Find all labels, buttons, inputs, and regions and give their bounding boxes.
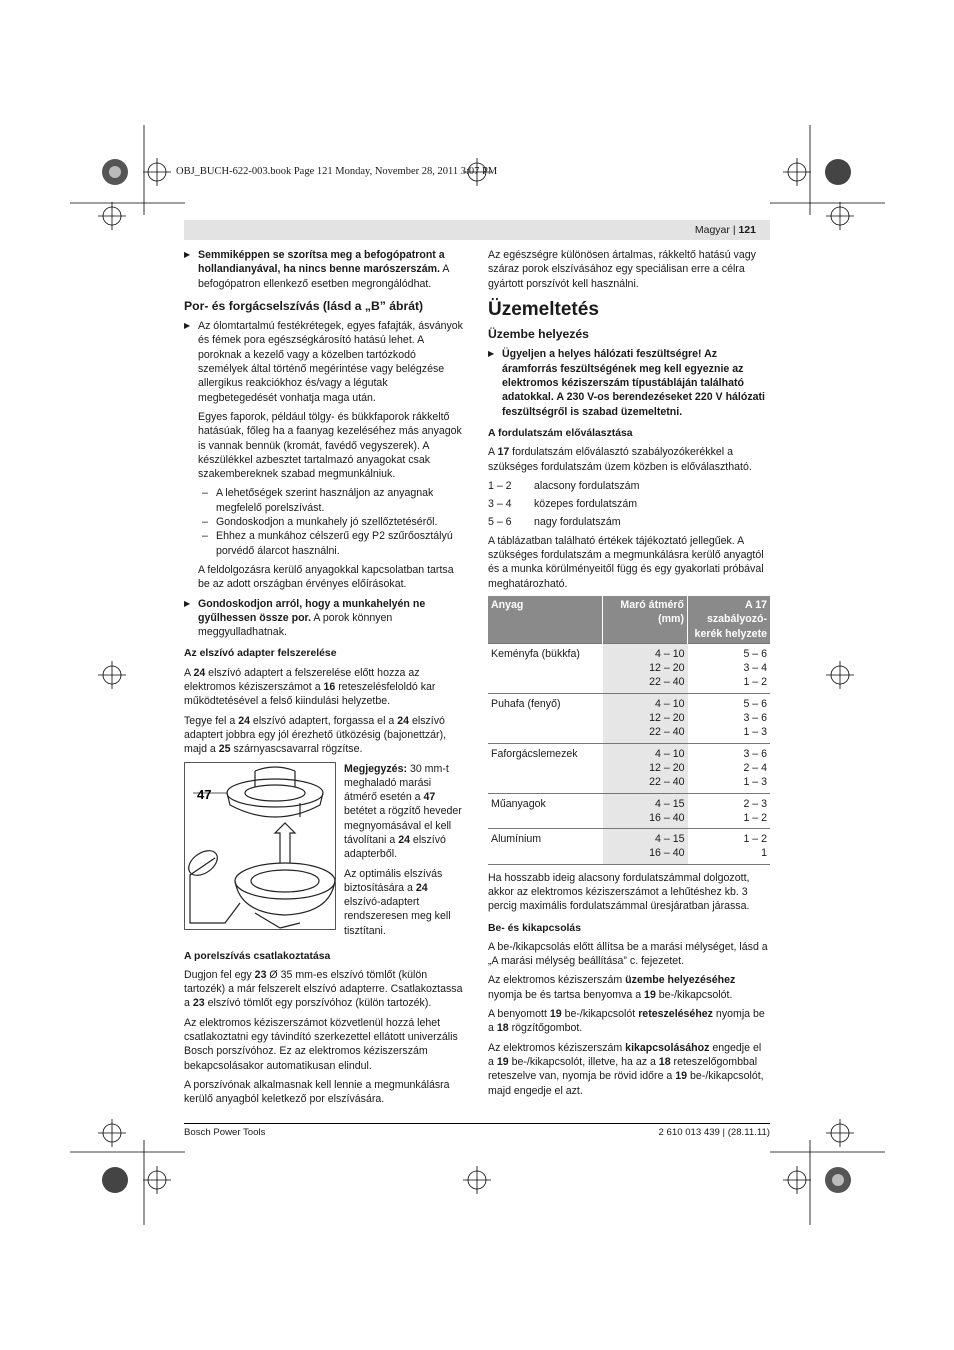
dust-dash-1: – A lehetőségek szerint használjon az anyagnak megfelelő porelszívást.: [184, 486, 466, 515]
header-separator: |: [732, 224, 736, 236]
adapter-figure-block: [184, 762, 466, 942]
dust-warning-para: Egyes faporok, például tölgy- és bükkfaporok rákkeltő hatásúak, főleg ha a faanyag kezeléséhez más anyagok is vannak bennük (kromát, favédő vegyszerek). A készülékkel azbesztet tartalmazó anyagokat csak szakembereknek szabad megmunkálniuk.: [198, 410, 462, 481]
figure-label-47: 47: [197, 786, 212, 802]
table-row: Alumínium 4 – 15 16 – 40 1 – 2 1: [488, 829, 770, 865]
col-position: A 17 szabályozó-kerék helyzete: [688, 596, 771, 643]
onoff-para-2: Az elektromos kéziszerszám üzembe helyezéséhez nyomja be és tartsa benyomva a 19 be-/kikapcsolót.: [488, 974, 736, 1001]
page-header: [695, 224, 756, 236]
cooling-para: Ha hosszabb ideig alacsony fordulatszámmal dolgozott, akkor az elektromos kéziszerszámot a lehűtéshez kb. 3 percig maximális fordulatszámmal üresjáratban járassa.: [488, 871, 750, 913]
safety-bullet-1: ▶ Semmiképpen se szorítsa meg a befogópatront a hollandianyával, ha nincs benne marószerszám. A befogópatron ellenkező esetben megrongálódhat.: [184, 248, 466, 291]
dust-dash-3: – Ehhez a munkához célszerű egy P2 szűrőosztályú porvédő álarcot használni.: [184, 529, 466, 558]
print-header: OBJ_BUCH-622-003.book Page 121 Monday, November 28, 2011 3:07 PM: [176, 166, 498, 177]
footer-docnumber: 2 610 013 439 | (28.11.11): [658, 1127, 770, 1138]
extraction-connect-title: A porelszívás csatlakoztatása: [184, 950, 331, 962]
startup-title: Üzembe helyezés: [488, 327, 589, 342]
operation-title: Üzemeltetés: [488, 298, 599, 320]
extraction-para-3: A porszívónak alkalmasnak kell lennie a megmunkálásra kerülő anyagból keletkező por elszívására.: [184, 1078, 450, 1106]
dust-ignition-bullet: ▶ Gondoskodjon arról, hogy a munkahelyén ne gyűlhessen össze por. A porok könnyen meggyulladhatnak.: [184, 597, 466, 640]
dust-extraction-title: Por- és forgácselszívás (lásd a „B” ábrát): [184, 298, 424, 313]
table-header-row: [488, 596, 770, 643]
table-row: Faforgácslemezek 4 – 10 12 – 20 22 – 40 3 – 6 2 – 4 1 – 3: [488, 743, 770, 793]
speed-table: [488, 596, 770, 865]
header-band: [184, 220, 770, 240]
adapter-mount-title: Az elszívó adapter felszerelése: [184, 648, 337, 660]
extraction-para-2: Az elektromos kéziszerszámot közvetlenül hozzá lehet csatlakoztatni egy távindító szerkezettel ellátott univerzális Bosch porszívóhoz. Ez az elektromos kéziszerszám bekapcsolásakor automatikusan elindul.: [184, 1016, 458, 1072]
onoff-para-3: A benyomott 19 be-/kikapcsolót reteszeléséhez nyomja be a 18 rögzítőgombot.: [488, 1008, 765, 1035]
footer-brand: Bosch Power Tools: [184, 1127, 266, 1138]
dust-dash-2: – Gondoskodjon a munkahely jó szellőztetéséről.: [184, 515, 466, 529]
onoff-para-4: Az elektromos kéziszerszám kikapcsolásához engedje el a 19 be-/kikapcsolót, illetve, ha az a 18 reteszelőgombbal reteszelve van, nyomja be rövid időre a 19 be-/kikapcsolót, majd engedje el azt.: [488, 1041, 764, 1097]
col-diameter: Maró átmérő (mm): [603, 596, 688, 643]
onoff-para-1: A be-/kikapcsolás előtt állítsa be a marási mélységet, lásd a „A marási mélység beállítása” c. fejezetet.: [488, 940, 768, 968]
table-row: Puhafa (fenyő) 4 – 10 12 – 20 22 – 40 5 – 6 3 – 6 1 – 3: [488, 693, 770, 743]
onoff-title: Be- és kikapcsolás: [488, 922, 581, 934]
header-language: Magyar: [694, 224, 730, 236]
col-material: Anyag: [488, 596, 603, 643]
table-row: Műanyagok 4 – 15 16 – 40 2 – 3 1 – 2: [488, 793, 770, 829]
adapter-para-1: A 24 elszívó adaptert a felszerelése előtt hozza az elektromos kéziszerszámot a 16 reteszelésfeloldó kar működtetésével a felső kiindulási helyzetbe.: [184, 666, 436, 708]
adapter-para-2: Tegye fel a 24 elszívó adaptert, forgassa el a 24 elszívó adaptert jobbra egy jól érezhető ütközésig (bajonettzár), majd a 25 szárnyascsavarral rögzítse.: [184, 714, 447, 756]
speed-level-3: 5 – 6 nagy fordulatszám: [488, 516, 621, 529]
speed-preselection-title: A fordulatszám előválasztása: [488, 427, 633, 439]
right-column: [488, 248, 770, 1103]
left-column: [184, 248, 466, 1111]
footer-rule: [184, 1123, 770, 1124]
table-intro: A táblázatban található értékek tájékoztató jellegűek. A szükséges fordulatszám a megmunkálásra kerülő anyagtól és a munka körülményeitől függ és egy gyakorlati próbával meghatározható.: [488, 534, 764, 590]
vacuum-para: Az egészségre különösen ártalmas, rákkeltő hatású vagy száraz porok elszívásához egy speciálisan erre a célra gyártott porszívót kell használni.: [488, 249, 756, 290]
speed-level-1: 1 – 2 alacsony fordulatszám: [488, 479, 640, 492]
page-number: 121: [738, 224, 756, 236]
suction-adapter-illustration: [185, 763, 335, 929]
extraction-para-1: Dugjon fel egy 23 Ø 35 mm-es elszívó tömlőt (külön tartozék) a már felszerelt elszívó adapterre. Csatlakoztassa a 23 elszívó tömlőt egy porszívóhoz (külön tartozék).: [184, 968, 463, 1010]
dust-warning-bullet: ▶ Az ólomtartalmú festékrétegek, egyes fafajták, ásványok és fémek pora egészségkárosító hatású lehet. A poroknak a kezelő vagy a közelben tartózkodó személyek által történő megérintése vagy belégzése allergikus reakciókhoz és/vagy a légutak megbetegedését vonhatja maga után.: [184, 319, 466, 405]
adapter-note: Megjegyzés: 30 mm-t meghaladó marási átmérő esetén a 47 betétet a rögzítő heveder megnyomásával el kell távolítani a 24 elszívó adapterből. Az optimális elszívás biztosítására a 24 elszívó-adaptert rendszeresen meg kell tisztítani.: [344, 762, 462, 937]
table-row: Keményfa (bükkfa) 4 – 10 12 – 20 22 – 40 5 – 6 3 – 4 1 – 2: [488, 643, 770, 693]
dust-regulations-para: A feldolgozásra kerülő anyagokkal kapcsolatban tartsa be az adott országban érvényes előírásokat.: [198, 563, 454, 591]
speed-level-2: 3 – 4 közepes fordulatszám: [488, 498, 638, 511]
voltage-bullet: ▶ Ügyeljen a helyes hálózati feszültségre! Az áramforrás feszültségének meg kell egyeznie az elektromos kéziszerszám típustábláján található adatokkal. A 230 V-os berendezéseket 220 V hálózati feszültségről is szabad üzemeltetni.: [488, 347, 770, 418]
adapter-figure: [184, 762, 336, 930]
speed-para: A 17 fordulatszám előválasztó szabályozókerékkel a szükséges fordulatszám üzem közben is előválasztható.: [488, 446, 752, 473]
